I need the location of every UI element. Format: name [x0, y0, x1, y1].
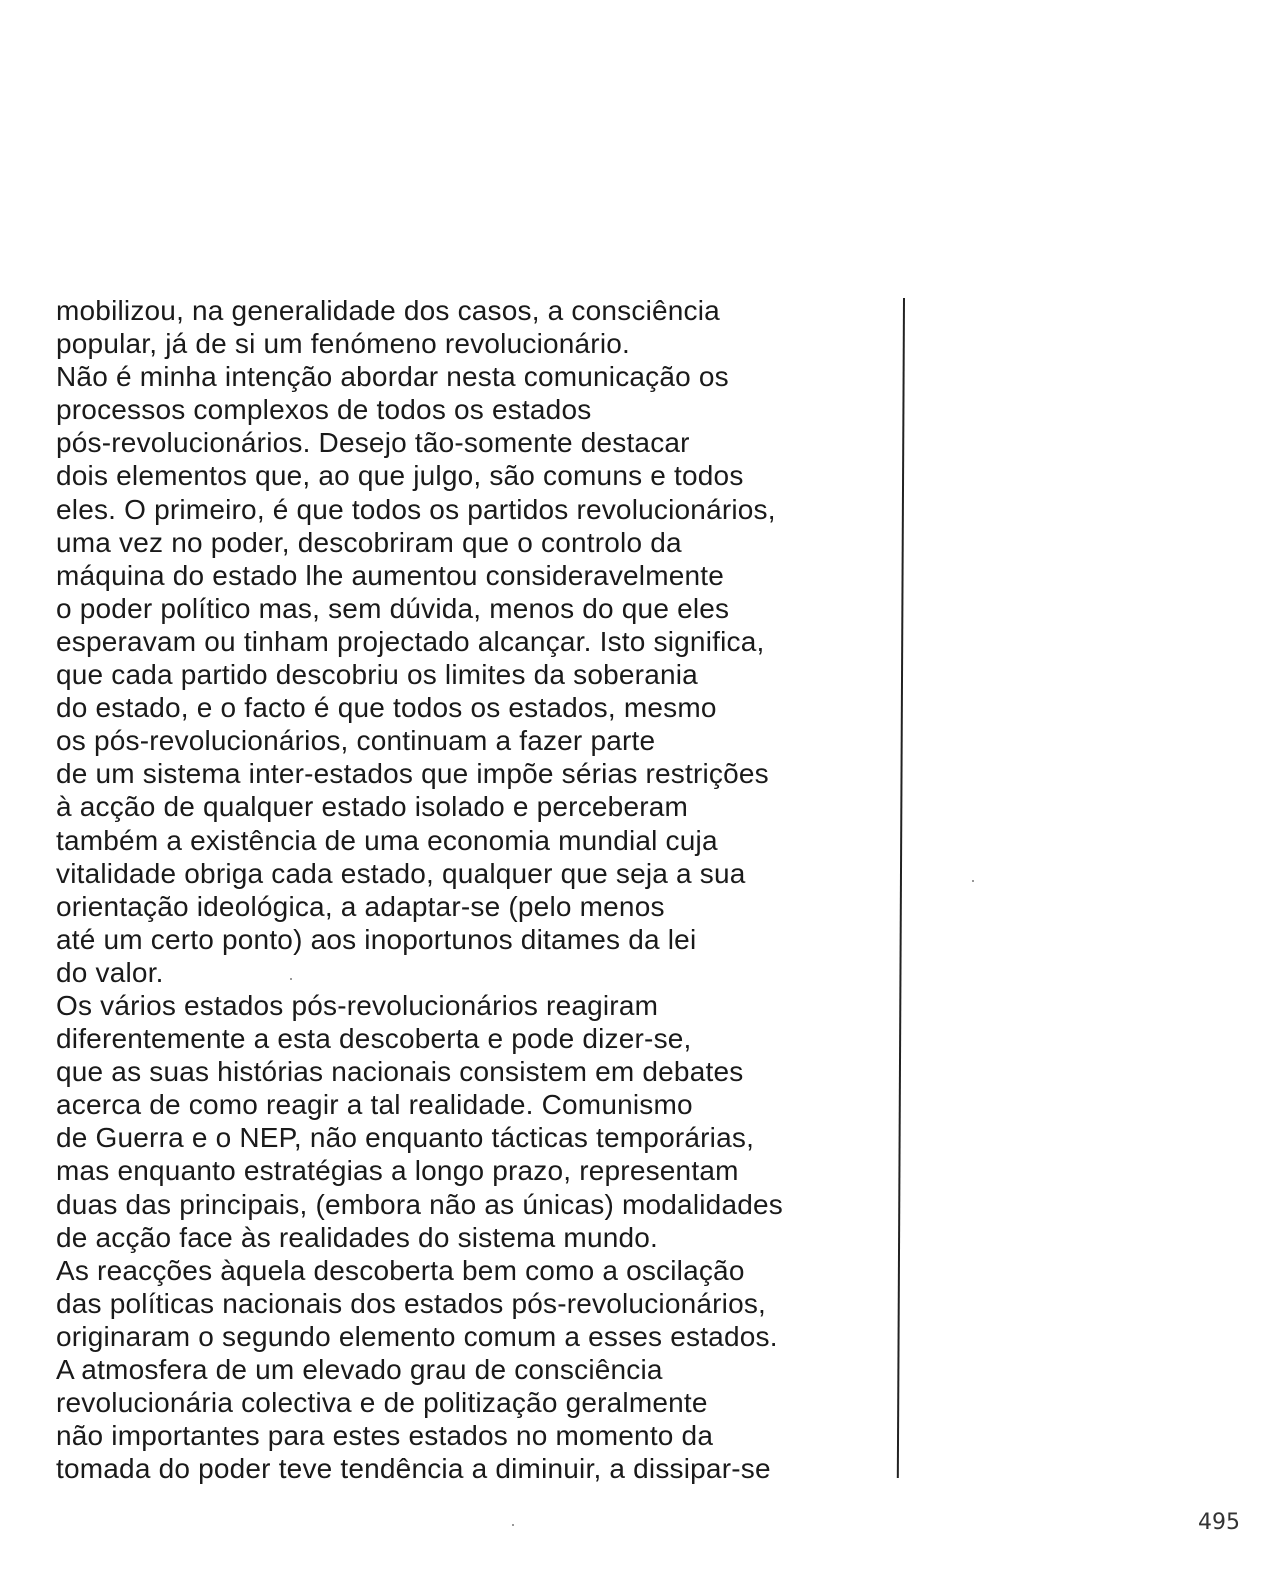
scan-speck	[972, 880, 974, 882]
text-line: vitalidade obriga cada estado, qualquer que seja a sua	[56, 857, 746, 889]
text-line: revolucionária colectiva e de politização geralmente	[56, 1387, 708, 1419]
text-line: As reacções àquela descoberta bem como a oscilação	[56, 1254, 745, 1286]
page-number: 495	[1198, 1510, 1240, 1535]
text-line: tomada do poder teve tendência a diminuir, a dissipar-se	[56, 1453, 771, 1485]
text-line: mobilizou, na generalidade dos casos, a consciência	[56, 295, 720, 326]
text-line: até um certo ponto) aos inoportunos ditames da lei	[56, 923, 697, 955]
text-line: não importantes para estes estados no momento da	[56, 1420, 714, 1452]
text-line: eles. O primeiro, é que todos os partidos revolucionários,	[56, 493, 776, 525]
scan-speck	[290, 978, 292, 980]
text-line: de acção face às realidades do sistema mundo.	[56, 1221, 659, 1253]
text-line: de um sistema inter-estados que impõe sérias restrições	[56, 758, 769, 790]
text-line: das políticas nacionais dos estados pós-revolucionários,	[56, 1287, 767, 1319]
text-line: A atmosfera de um elevado grau de consciência	[56, 1354, 663, 1385]
text-line: Os vários estados pós-revolucionários reagiram	[56, 989, 659, 1021]
text-line: acerca de como reagir a tal realidade. Comunismo	[56, 1089, 693, 1121]
scan-speck	[512, 1524, 514, 1526]
text-line: à acção de qualquer estado isolado e perceberam	[56, 791, 689, 823]
text-line: máquina do estado lhe aumentou consideravelmente	[56, 559, 725, 591]
text-line: orientação ideológica, a adaptar-se (pelo menos	[56, 890, 665, 922]
text-line: do estado, e o facto é que todos os estados, mesmo	[56, 692, 717, 724]
text-line: Não é minha intenção abordar nesta comunicação os	[56, 361, 729, 393]
text-line: do valor.	[56, 956, 164, 988]
text-line: esperavam ou tinham projectado alcançar. Isto significa,	[56, 625, 765, 657]
text-line: processos complexos de todos os estados	[56, 394, 592, 426]
text-line: diferentemente a esta descoberta e pode dizer-se,	[56, 1023, 692, 1055]
text-line: popular, já de si um fenómeno revolucionário.	[56, 328, 631, 360]
text-line: que as suas histórias nacionais consistem em debates	[56, 1056, 744, 1088]
text-line: também a existência de uma economia mundial cuja	[56, 824, 718, 856]
text-line: dois elementos que, ao que julgo, são comuns e todos	[56, 460, 744, 492]
text-line: de Guerra e o NEP, não enquanto tácticas temporárias,	[56, 1122, 755, 1154]
text-line: duas das principais, (embora não as únicas) modalidades	[56, 1188, 783, 1220]
text-line: uma vez no poder, descobriram que o controlo da	[56, 526, 682, 558]
text-line: o poder político mas, sem dúvida, menos do que eles	[56, 592, 730, 624]
body-text	[56, 294, 906, 1485]
text-line: os pós-revolucionários, continuam a fazer parte	[56, 725, 656, 757]
text-line: que cada partido descobriu os limites da soberania	[56, 659, 698, 691]
text-line: mas enquanto estratégias a longo prazo, representam	[56, 1155, 739, 1187]
text-line: pós-revolucionários. Desejo tão-somente destacar	[56, 427, 690, 459]
text-line: originaram o segundo elemento comum a esses estados.	[56, 1320, 778, 1352]
